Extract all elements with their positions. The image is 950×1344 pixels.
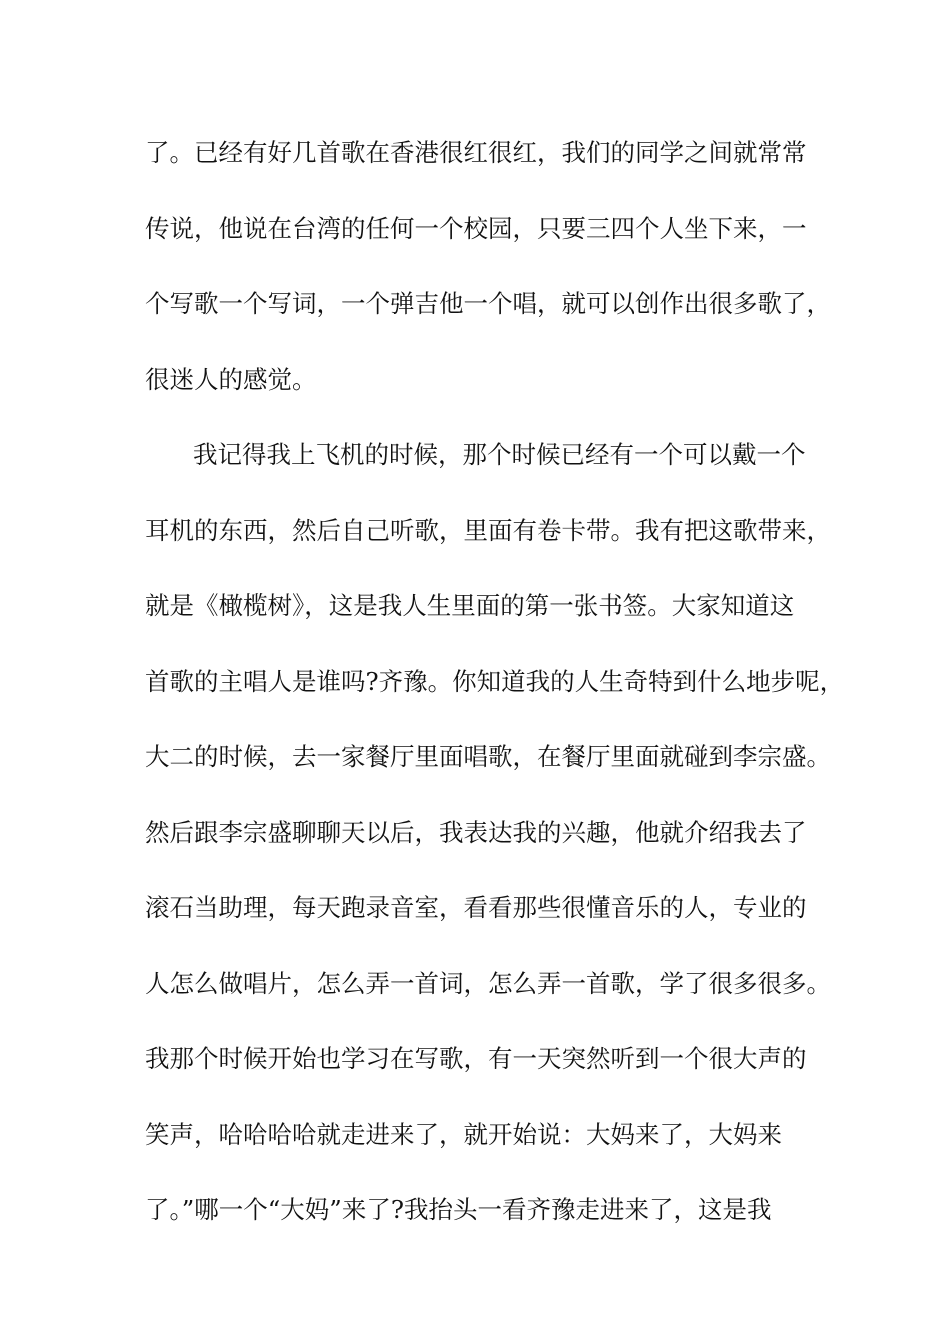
- text-line: 笑声，哈哈哈哈就走进来了，就开始说：大妈来了，大妈来: [145, 1119, 782, 1149]
- text-line: 了。已经有好几首歌在香港很红很红，我们的同学之间就常常: [145, 138, 807, 167]
- text-line: 大二的时候，去一家餐厅里面唱歌，在餐厅里面就碰到李宗盛。: [145, 742, 831, 771]
- text-line: 就是《橄榄树》，这是我人生里面的第一张书签。大家知道这: [145, 591, 795, 620]
- text-line: 首歌的主唱人是谁吗?齐豫。你知道我的人生奇特到什么地步呢，: [145, 666, 845, 696]
- text-line: 人怎么做唱片，怎么弄一首词，怎么弄一首歌，学了很多很多。: [145, 968, 831, 998]
- text-line: 滚石当助理，每天跑录音室，看看那些很懂音乐的人，专业的: [145, 893, 807, 922]
- text-line: 我那个时候开始也学习在写歌，有一天突然听到一个很大声的: [145, 1044, 807, 1073]
- text-line: 了。”哪一个“大妈”来了?我抬头一看齐豫走进来了，这是我: [145, 1195, 772, 1224]
- text-line: 个写歌一个写词，一个弹吉他一个唱，就可以创作出很多歌了，: [145, 289, 831, 318]
- body-text: [145, 132, 845, 1265]
- text-line: 然后跟李宗盛聊聊天以后，我表达我的兴趣，他就介绍我去了: [145, 817, 807, 847]
- text-line: 耳机的东西，然后自己听歌，里面有卷卡带。我有把这歌带来，: [145, 515, 831, 545]
- text-line: 传说，他说在台湾的任何一个校园，只要三四个人坐下来，一: [145, 213, 807, 243]
- text-line: 很迷人的感觉。: [145, 364, 317, 394]
- paragraph-first-line: 我记得我上飞机的时候，那个时候已经有一个可以戴一个: [193, 440, 806, 469]
